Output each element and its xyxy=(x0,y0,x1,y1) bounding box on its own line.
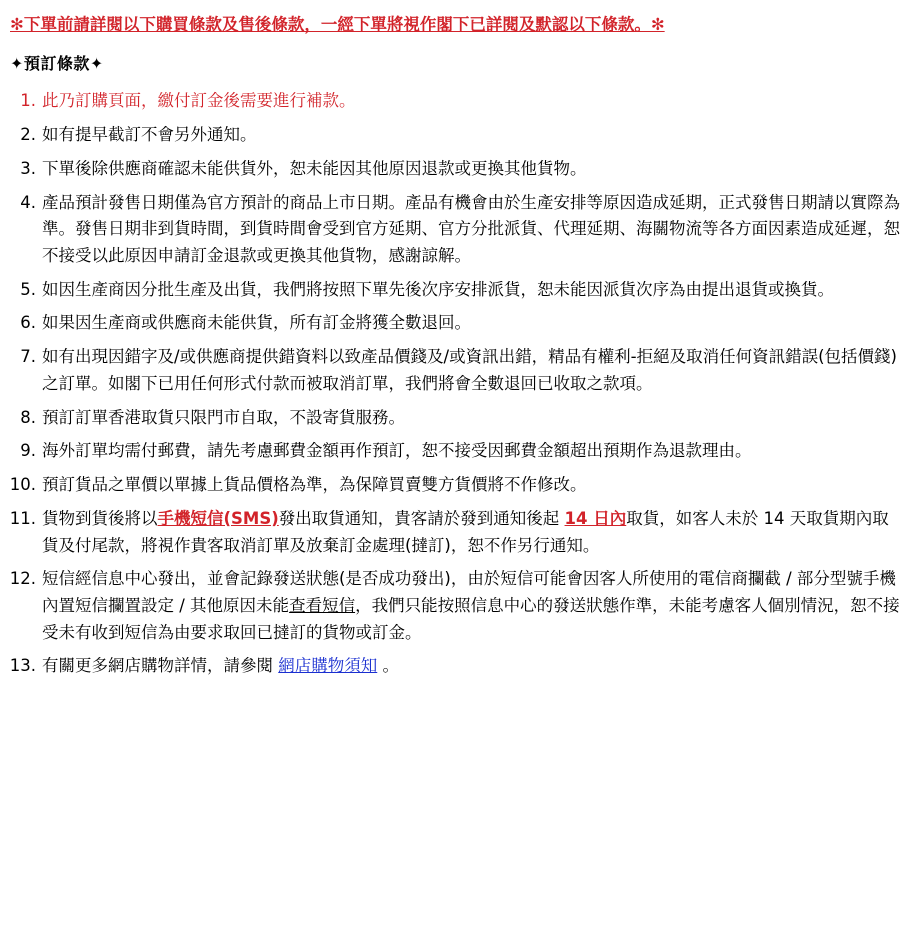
term-text: 如果因生產商或供應商未能供貨，所有訂金將獲全數退回。 xyxy=(42,313,471,333)
term-item xyxy=(8,405,905,432)
term-text: 如有出現因錯字及/或供應商提供錯資料以致產品價錢及/或資訊出錯，精品有權利-拒絕及取消任何資訊錯誤(包括價錢) 之訂單。如閣下已用任何形式付款而被取消訂單，我們將會全數退回已收取之款項。 xyxy=(42,347,897,393)
term-text: 如因生產商因分批生產及出貨，我們將按照下單先後次序安排派貨，恕未能因派貨次序為由提出退貨或換貨。 xyxy=(42,279,834,299)
term-text: 預訂訂單香港取貨只限門市自取，不設寄貨服務。 xyxy=(42,407,405,427)
term-item xyxy=(8,310,905,337)
emphasis-text: 查看短信 xyxy=(289,595,356,615)
term-text: 貨物到貨後將以 xyxy=(42,508,158,528)
term-item xyxy=(8,566,905,646)
term-text: 此乃訂購頁面，繳付訂金後需要進行補款。 xyxy=(42,91,356,111)
terms-list xyxy=(8,88,905,680)
term-text: 如有提早截訂不會另外通知。 xyxy=(42,125,257,145)
term-item xyxy=(8,277,905,304)
term-text: 產品預計發售日期僅為官方預計的商品上市日期。產品有機會由於生產安排等原因造成延期，正式發售日期請以實際為準。發售日期非到貨時間，到貨時間會受到官方延期、官方分批派貨、代理延期、海關物流等各方面因素造成延遲，恕不接受以此原因申請訂金退款或更換其他貨物，感謝諒解。 xyxy=(42,192,900,266)
term-item xyxy=(8,438,905,465)
term-item xyxy=(8,653,905,680)
term-text: 下單後除供應商確認未能供貨外，恕未能因其他原因退款或更換其他貨物。 xyxy=(42,158,587,178)
term-text: 。 xyxy=(377,656,399,676)
shopping-guide-link[interactable]: 網店購物須知 xyxy=(278,656,378,676)
term-text: 海外訂單均需付郵費，請先考慮郵費金額再作預訂，恕不接受因郵費金額超出預期作為退款理由。 xyxy=(42,441,752,461)
term-text: 預訂貨品之單價以單據上貨品價格為準，為保障買賣雙方貨價將不作修改。 xyxy=(42,475,587,495)
term-item xyxy=(8,190,905,270)
term-item xyxy=(8,122,905,149)
page-title: ✦預訂條款✦ xyxy=(10,54,104,74)
term-item xyxy=(8,88,905,115)
emphasis-text: 14 日內 xyxy=(564,508,627,528)
term-text: ，我們只能按照信息中心的發送狀態作準，未能考慮客人個別情況，恕不接受未有收到短信為由要求取回已撻訂的貨物或訂金。 xyxy=(42,595,900,642)
term-text: 短信經信息中心發出，並會記錄發送狀態(是否成功發出)，由於短信可能會因客人所使用的電信商攔截 / 部分型號手機內置短信攔置設定 / 其他原因未能 xyxy=(42,569,896,615)
term-text: 有關更多網店購物詳情，請參閱 xyxy=(42,656,279,676)
term-item xyxy=(8,156,905,183)
term-item xyxy=(8,344,905,397)
term-text: 取貨，如客人未於 14 天取貨期內取貨及付尾款，將視作貴客取消訂單及放棄訂金處理(撻訂)，恕不作另行通知。 xyxy=(42,508,889,555)
emphasis-text: 手機短信(SMS) xyxy=(157,508,279,528)
notice-banner: ✻下單前請詳閱以下購買條款及售後條款，一經下單將視作閣下已詳閱及默認以下條款。✻ xyxy=(10,15,665,34)
term-item xyxy=(8,472,905,499)
term-item xyxy=(8,506,905,559)
term-text: 發出取貨通知，貴客請於發到通知後起 xyxy=(278,508,565,528)
